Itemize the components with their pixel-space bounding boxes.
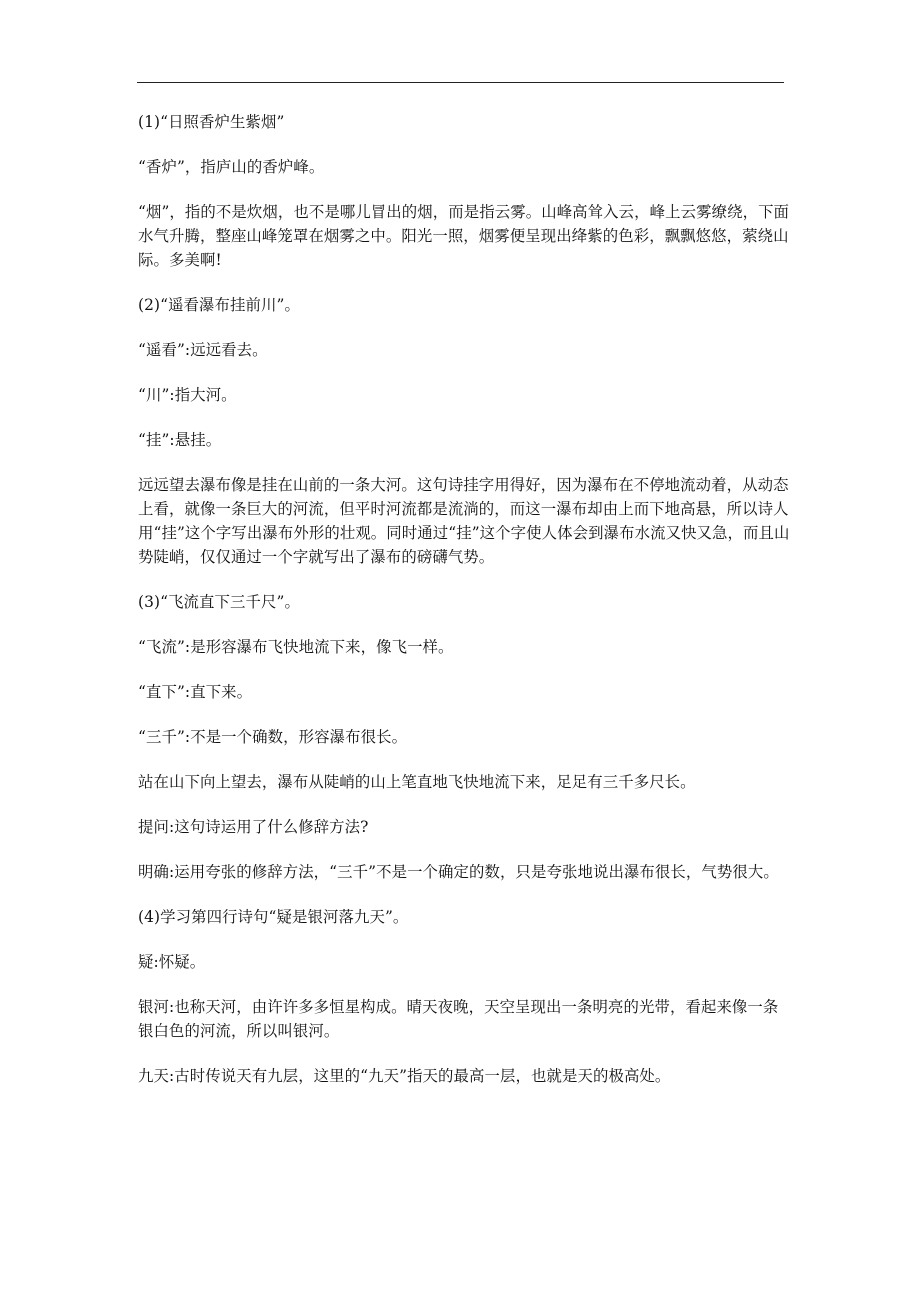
paragraph: “飞流”:是形容瀑布飞快地流下来，像飞一样。	[138, 638, 454, 656]
paragraph: “遥看”:远远看去。	[138, 341, 268, 359]
paragraph: 九天:古时传说天有九层，这里的“九天”指天的最高一层，也就是天的极高处。	[138, 1067, 671, 1085]
paragraph: 银河:也称天河，由许许多多恒星构成。晴天夜晚，天空呈现出一条明亮的光带，看起来像一条银白色的河流，所以叫银河。	[138, 998, 779, 1040]
paragraph: 站在山下向上望去，瀑布从陡峭的山上笔直地飞快地流下来，足足有三千多尺长。	[138, 773, 696, 791]
paragraph-heading-3: (3)“飞流直下三千尺”。	[138, 593, 300, 611]
paragraph: “川”:指大河。	[138, 386, 237, 404]
paragraph: “三千”:不是一个确数，形容瀑布很长。	[138, 728, 408, 746]
paragraph: “直下”:直下来。	[138, 683, 253, 701]
paragraph-heading-4: (4)学习第四行诗句“疑是银河落九天”。	[138, 908, 409, 926]
paragraph-heading-2: (2)“遥看瀑布挂前川”。	[138, 296, 300, 314]
document-body	[138, 110, 790, 1109]
header-rule	[137, 82, 784, 83]
paragraph: 疑:怀疑。	[138, 953, 206, 971]
paragraph: “挂”:悬挂。	[138, 431, 222, 449]
answer-paragraph: 明确:运用夸张的修辞方法，“三千”不是一个确定的数，只是夸张地说出瀑布很长，气势很大。	[138, 863, 779, 881]
paragraph-heading-1: (1)“日照香炉生紫烟”	[138, 113, 285, 131]
paragraph: “香炉”，指庐山的香炉峰。	[138, 158, 325, 176]
paragraph: 远远望去瀑布像是挂在山前的一条大河。这句诗挂字用得好，因为瀑布在不停地流动着，从动态上看，就像一条巨大的河流，但平时河流都是流淌的，而这一瀑布却由上而下地高悬，所以诗人用“挂”这个字写出瀑布外形的壮观。同时通过“挂”这个字使人体会到瀑布水流又快又急，而且山势陡峭，仅仅通过一个字就写出了瀑布的磅礴气势。	[138, 476, 790, 566]
paragraph: “烟”，指的不是炊烟，也不是哪儿冒出的烟，而是指云雾。山峰高耸入云，峰上云雾缭绕，下面水气升腾，整座山峰笼罩在烟雾之中。阳光一照，烟雾便呈现出绛紫的色彩，飘飘悠悠，萦绕山际。多美啊!	[138, 203, 790, 269]
question-paragraph: 提问:这句诗运用了什么修辞方法?	[138, 818, 369, 836]
